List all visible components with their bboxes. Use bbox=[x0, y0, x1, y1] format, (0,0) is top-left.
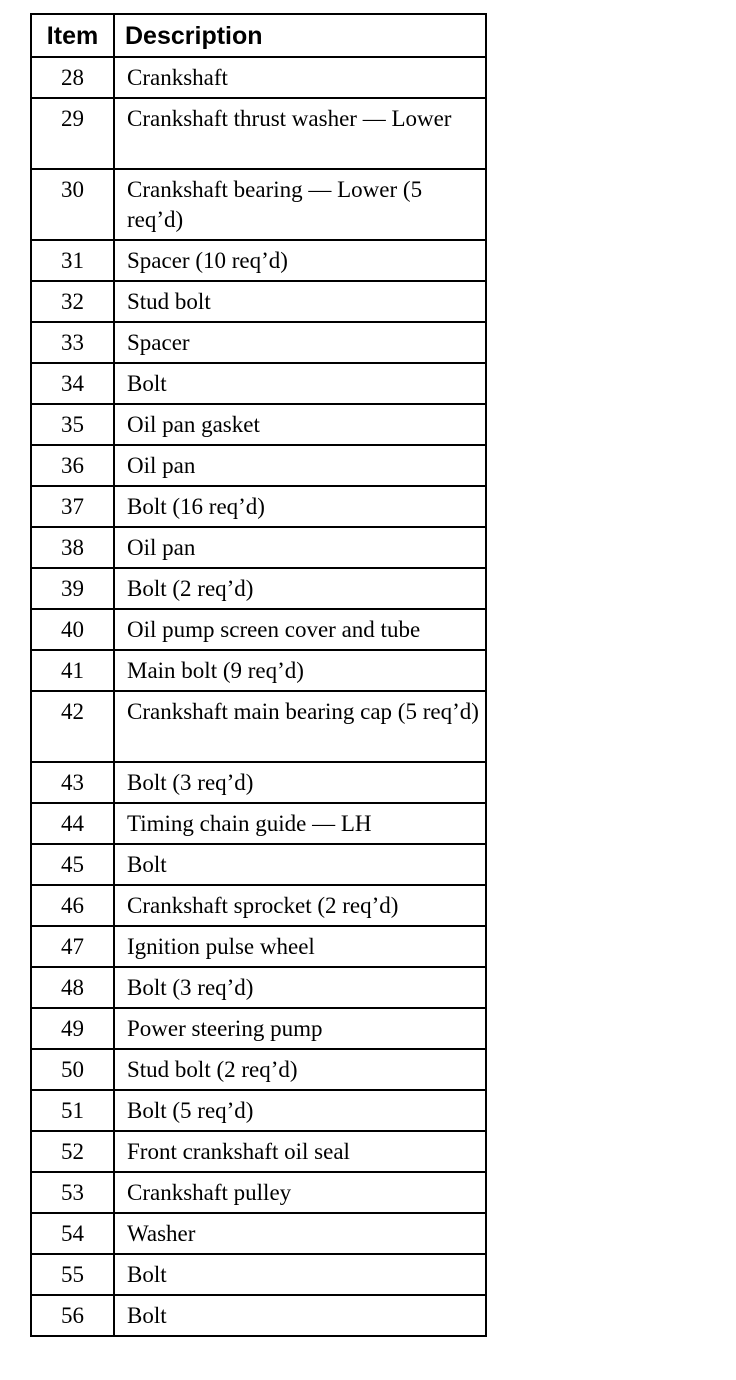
item-number-cell: 39 bbox=[31, 568, 114, 609]
description-cell: Oil pan bbox=[114, 527, 486, 568]
description-cell: Spacer (10 req’d) bbox=[114, 240, 486, 281]
description-cell: Crankshaft bearing — Lower (5 req’d) bbox=[114, 169, 486, 240]
item-number-cell: 28 bbox=[31, 57, 114, 98]
description-cell: Front crankshaft oil seal bbox=[114, 1131, 486, 1172]
table-row bbox=[31, 363, 486, 404]
description-cell: Bolt bbox=[114, 844, 486, 885]
description-cell: Crankshaft sprocket (2 req’d) bbox=[114, 885, 486, 926]
item-number-cell: 41 bbox=[31, 650, 114, 691]
description-cell: Bolt bbox=[114, 1295, 486, 1336]
table-row bbox=[31, 240, 486, 281]
table-row bbox=[31, 404, 486, 445]
item-number-cell: 54 bbox=[31, 1213, 114, 1254]
description-cell: Crankshaft bbox=[114, 57, 486, 98]
item-number-cell: 53 bbox=[31, 1172, 114, 1213]
table-row bbox=[31, 1008, 486, 1049]
description-cell: Stud bolt bbox=[114, 281, 486, 322]
table-body bbox=[31, 57, 486, 1336]
item-number-cell: 38 bbox=[31, 527, 114, 568]
item-number-cell: 43 bbox=[31, 762, 114, 803]
description-cell: Crankshaft pulley bbox=[114, 1172, 486, 1213]
description-cell: Oil pump screen cover and tube bbox=[114, 609, 486, 650]
item-number-cell: 46 bbox=[31, 885, 114, 926]
item-number-cell: 31 bbox=[31, 240, 114, 281]
description-cell: Washer bbox=[114, 1213, 486, 1254]
header-row bbox=[31, 14, 486, 57]
table-row bbox=[31, 885, 486, 926]
description-cell: Bolt (3 req’d) bbox=[114, 967, 486, 1008]
description-cell: Timing chain guide — LH bbox=[114, 803, 486, 844]
item-number-cell: 45 bbox=[31, 844, 114, 885]
description-cell: Bolt (16 req’d) bbox=[114, 486, 486, 527]
item-number-cell: 40 bbox=[31, 609, 114, 650]
table-row bbox=[31, 1049, 486, 1090]
item-number-cell: 33 bbox=[31, 322, 114, 363]
item-number-cell: 29 bbox=[31, 98, 114, 169]
description-cell: Crankshaft main bearing cap (5 req’d) bbox=[114, 691, 486, 762]
description-column-header: Description bbox=[114, 14, 486, 57]
table-row bbox=[31, 609, 486, 650]
description-cell: Bolt bbox=[114, 1254, 486, 1295]
description-cell: Ignition pulse wheel bbox=[114, 926, 486, 967]
item-number-cell: 48 bbox=[31, 967, 114, 1008]
table-row bbox=[31, 762, 486, 803]
table-row bbox=[31, 486, 486, 527]
table-row bbox=[31, 691, 486, 762]
item-number-cell: 51 bbox=[31, 1090, 114, 1131]
description-cell: Bolt (2 req’d) bbox=[114, 568, 486, 609]
description-cell: Oil pan gasket bbox=[114, 404, 486, 445]
table-row bbox=[31, 568, 486, 609]
item-number-cell: 44 bbox=[31, 803, 114, 844]
item-number-cell: 55 bbox=[31, 1254, 114, 1295]
item-column-header: Item bbox=[31, 14, 114, 57]
item-number-cell: 49 bbox=[31, 1008, 114, 1049]
item-number-cell: 37 bbox=[31, 486, 114, 527]
description-cell: Main bolt (9 req’d) bbox=[114, 650, 486, 691]
description-cell: Crankshaft thrust washer — Lower bbox=[114, 98, 486, 169]
table-row bbox=[31, 1295, 486, 1336]
description-cell: Bolt (3 req’d) bbox=[114, 762, 486, 803]
table-row bbox=[31, 926, 486, 967]
table-row bbox=[31, 844, 486, 885]
description-cell: Power steering pump bbox=[114, 1008, 486, 1049]
description-cell: Spacer bbox=[114, 322, 486, 363]
table-row bbox=[31, 1131, 486, 1172]
table-row bbox=[31, 169, 486, 240]
item-number-cell: 50 bbox=[31, 1049, 114, 1090]
table-row bbox=[31, 57, 486, 98]
item-number-cell: 36 bbox=[31, 445, 114, 486]
parts-table bbox=[30, 13, 487, 1337]
table-row bbox=[31, 1254, 486, 1295]
table-row bbox=[31, 98, 486, 169]
table-row bbox=[31, 803, 486, 844]
item-number-cell: 56 bbox=[31, 1295, 114, 1336]
item-number-cell: 47 bbox=[31, 926, 114, 967]
item-number-cell: 42 bbox=[31, 691, 114, 762]
table-row bbox=[31, 527, 486, 568]
table-row bbox=[31, 1090, 486, 1131]
table-row bbox=[31, 322, 486, 363]
description-cell: Oil pan bbox=[114, 445, 486, 486]
description-cell: Stud bolt (2 req’d) bbox=[114, 1049, 486, 1090]
table-header bbox=[31, 14, 486, 57]
item-number-cell: 52 bbox=[31, 1131, 114, 1172]
item-number-cell: 30 bbox=[31, 169, 114, 240]
table-row bbox=[31, 445, 486, 486]
item-number-cell: 35 bbox=[31, 404, 114, 445]
table-row bbox=[31, 1172, 486, 1213]
item-number-cell: 32 bbox=[31, 281, 114, 322]
table-row bbox=[31, 967, 486, 1008]
item-number-cell: 34 bbox=[31, 363, 114, 404]
table-row bbox=[31, 281, 486, 322]
table-row bbox=[31, 1213, 486, 1254]
table-row bbox=[31, 650, 486, 691]
description-cell: Bolt bbox=[114, 363, 486, 404]
description-cell: Bolt (5 req’d) bbox=[114, 1090, 486, 1131]
